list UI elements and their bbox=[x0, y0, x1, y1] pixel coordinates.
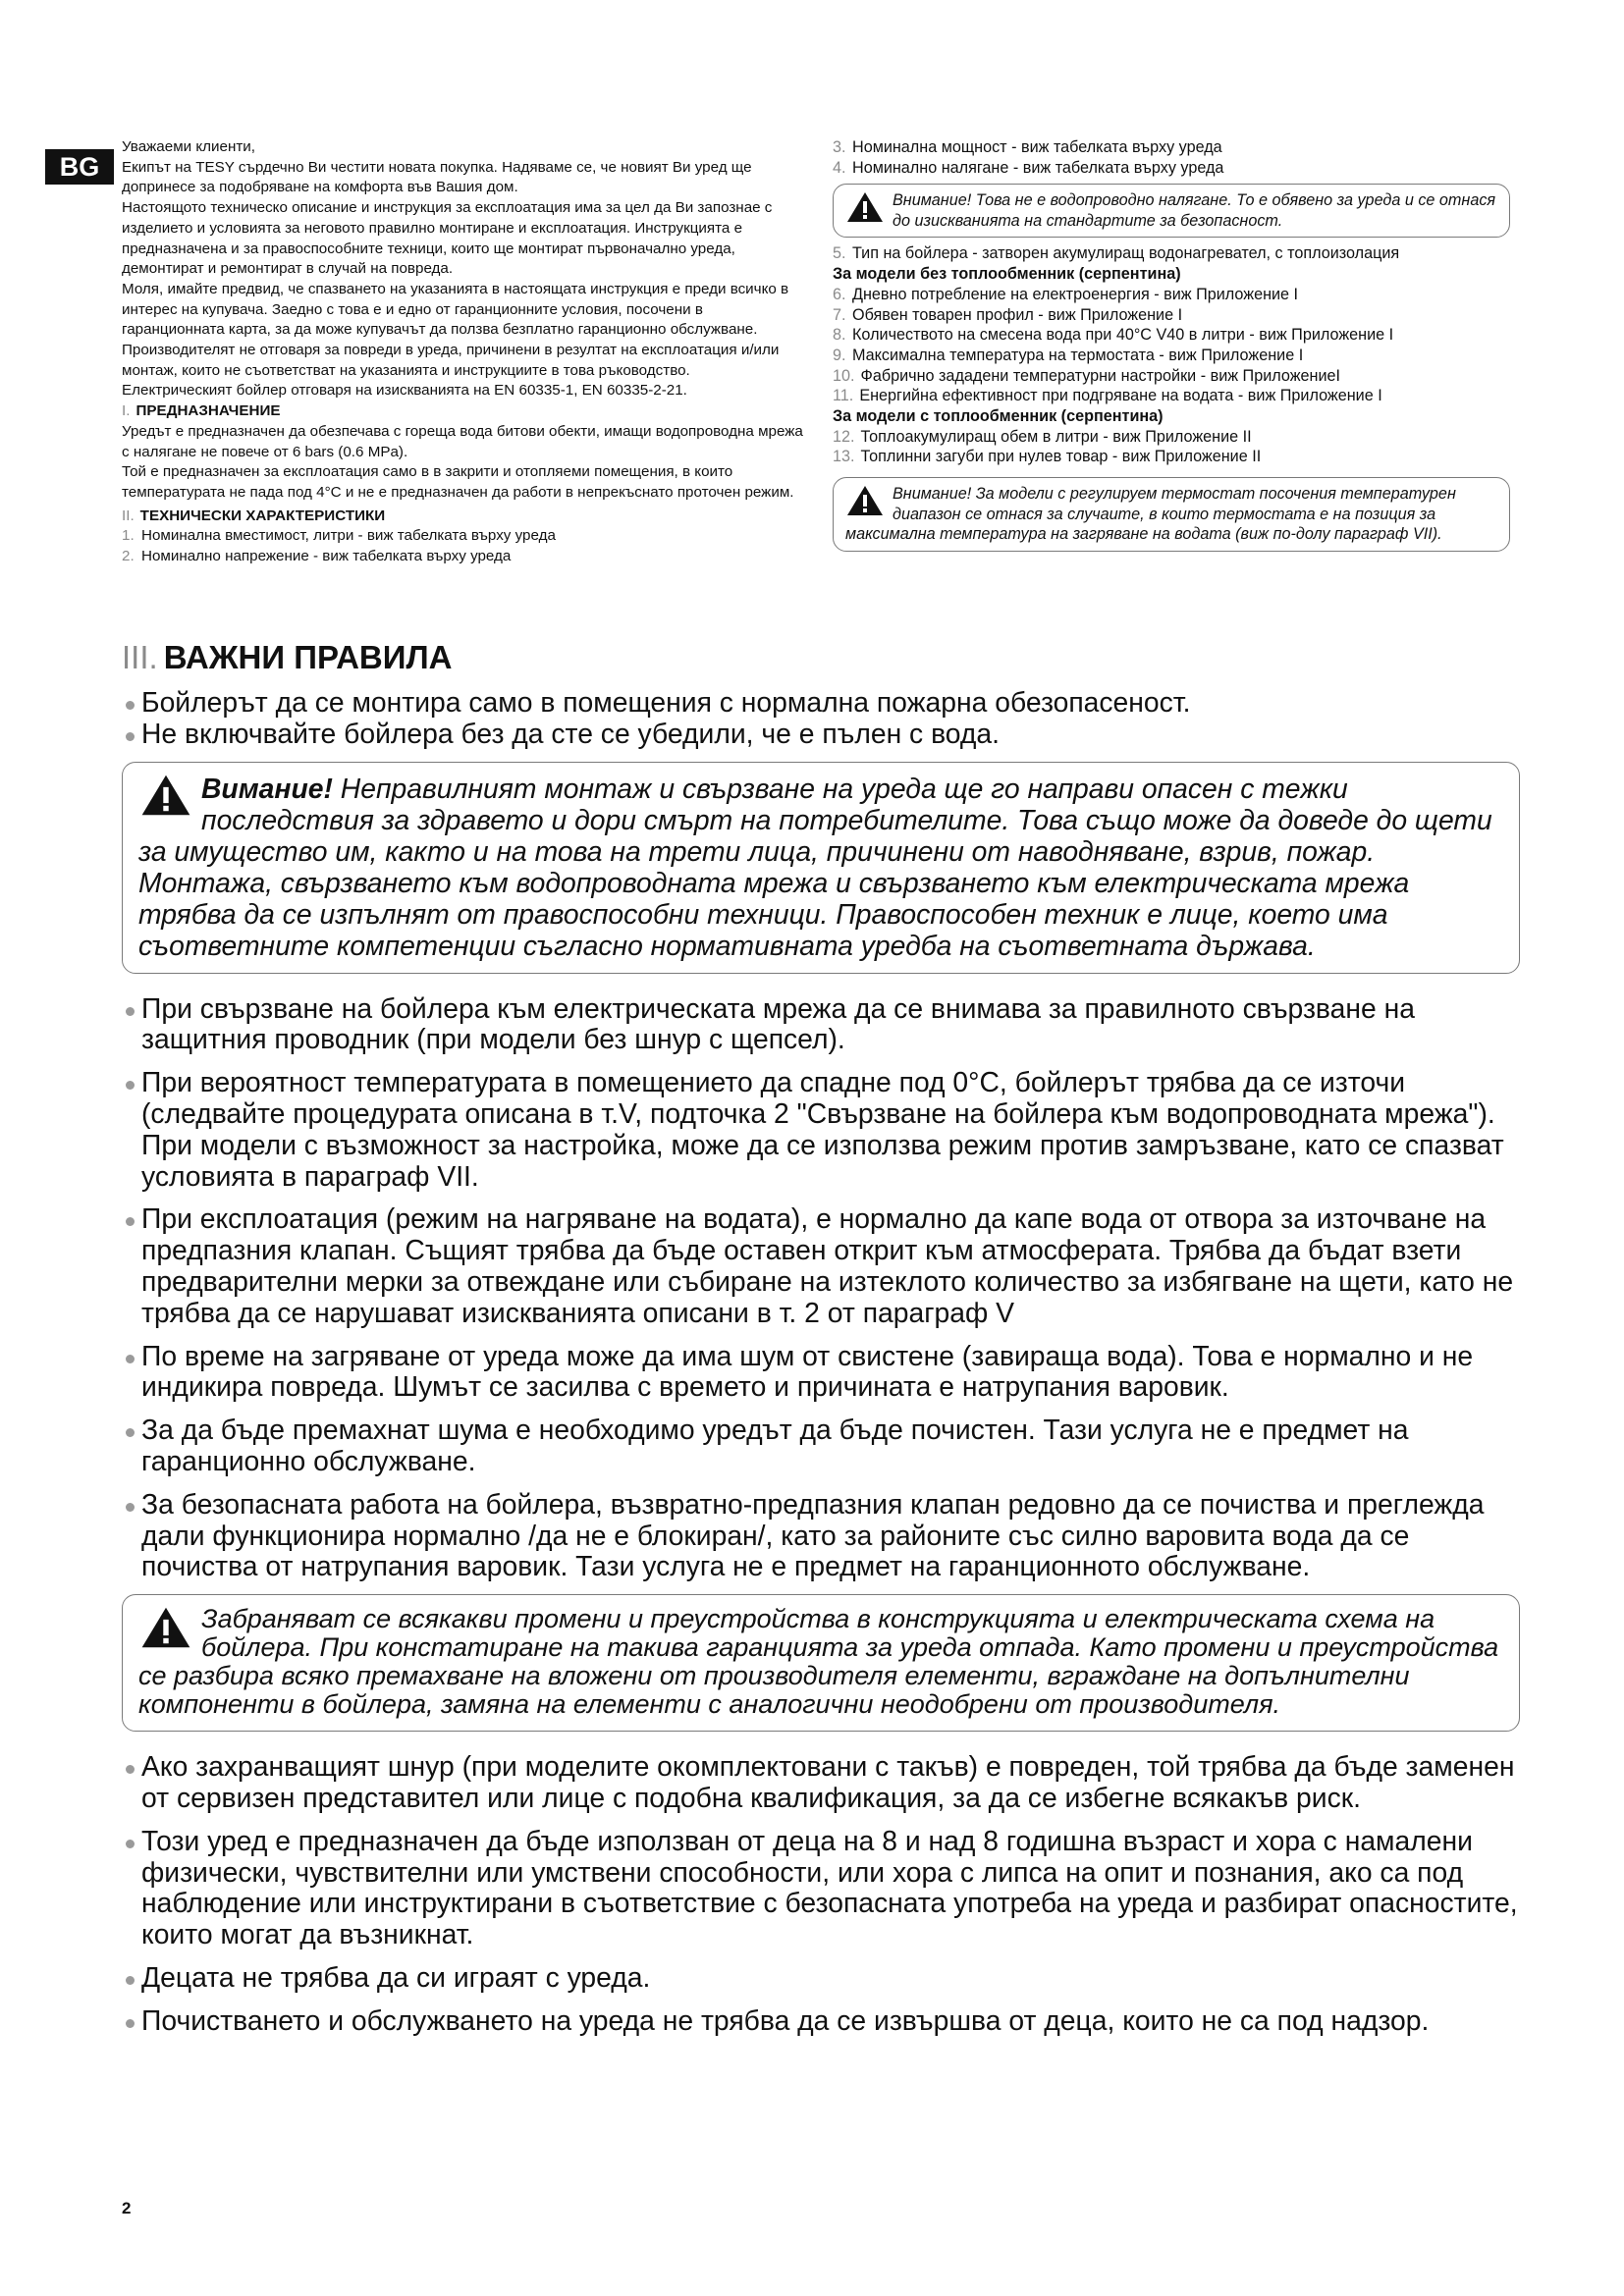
rule-text: При експлоатация (режим на нагряване на водата), е нормално да капе вода от отвора за източване на предпазния клапан. Същият трябва да бъде оставен открит към атмосферата. Трябва да бъдат взети предварителни мерки за отвеждане или събиране на изтеклото количество за избягване на щети, като не трябва да се нарушават изискванията описани в т. 2 от параграф V bbox=[141, 1202, 1514, 1328]
left-column bbox=[122, 137, 807, 567]
item-number: 2. bbox=[122, 548, 135, 565]
warning-box-thermostat bbox=[833, 477, 1510, 552]
section-title: ТЕХНИЧЕСКИ ХАРАКТЕРИСТИКИ bbox=[139, 507, 386, 524]
item-text: Номинална мощност - виж табелката върху уреда bbox=[852, 138, 1222, 156]
rule-text: Почистването и обслужването на уреда не трябва да се извършва от деца, които не са под надзор. bbox=[141, 2003, 1430, 2036]
item-text: Номинална вместимост, литри - виж табелката върху уреда bbox=[141, 527, 556, 545]
spec-item bbox=[833, 346, 1520, 366]
section-heading-specs bbox=[122, 507, 807, 527]
spec-item bbox=[833, 305, 1520, 326]
greeting: Уважаеми клиенти, bbox=[122, 138, 255, 155]
rule-text: Децата не трябва да си играят с уреда. bbox=[141, 1960, 651, 1993]
section-number: II. bbox=[122, 507, 135, 524]
bullet-icon bbox=[126, 732, 135, 741]
bullet-icon bbox=[126, 1765, 135, 1774]
right-column bbox=[833, 137, 1520, 558]
item-number: 5. bbox=[833, 244, 846, 263]
section-title: ВАЖНИ ПРАВИЛА bbox=[163, 639, 453, 675]
subheading-without-coil: За модели без топлообменник (серпентина) bbox=[833, 265, 1181, 284]
rule-item bbox=[122, 719, 1520, 750]
rule-text: Този уред е предназначен да бъде използван от деца на 8 и над 8 годишна възраст и хора с намалени физически, чувствителни или умствени способности, или хора с липса на опит и познания, ако са под наблюдение или инструктирани в съответствие с безопасната употреба на уреда и разбират опасностите, които могат да възникнат. bbox=[141, 1824, 1518, 1950]
rule-item bbox=[122, 993, 1520, 1056]
item-number: 12. bbox=[833, 427, 855, 446]
spec-item bbox=[833, 386, 1520, 406]
item-text: Топлинни загуби при нулев товар - виж Приложение II bbox=[860, 448, 1262, 466]
item-text: Тип на бойлера - затворен акумулиращ водонагревател, с топлоизолация bbox=[852, 244, 1400, 263]
spec-item bbox=[122, 547, 807, 567]
item-number: 10. bbox=[833, 366, 855, 385]
spec-item bbox=[833, 447, 1520, 467]
item-number: 13. bbox=[833, 448, 855, 466]
warning-icon bbox=[845, 484, 885, 517]
item-number: 1. bbox=[122, 527, 135, 545]
purpose-paragraph: Уредът е предназначен да обезпечава с гореща вода битови обекти, имащи водопроводна мрежа с налягане не повече от 6 bars (0.6 MPa). bbox=[122, 422, 803, 460]
item-number: 7. bbox=[833, 305, 846, 324]
item-text: Топлоакумулиращ обем в литри - виж Приложение II bbox=[860, 427, 1252, 446]
rule-text: Не включвайте бойлера без да сте се убедили, че е пълен с вода. bbox=[141, 717, 1001, 749]
warning-text: Неправилният монтаж и свързване на уреда ще го направи опасен с тежки последствия за здравето и дори смърт на потребителите. Това също може да доведе до щети за имущество им, както и на това на трети лица, причинени от наводняване, взрив, пожар. Монтажа, свързването към водопроводната мрежа и свързването към електрическата мрежа трябва да се изпълнят от правоспособни техници. Правоспособен техник е лице, което има съответните компетенции съгласно нормативната уредба на съответната държава. bbox=[138, 772, 1492, 961]
rule-item bbox=[122, 1826, 1520, 1950]
spec-item bbox=[833, 285, 1520, 305]
warning-box-modifications bbox=[122, 1594, 1520, 1732]
rule-text: За да бъде премахнат шума е необходимо уредът да бъде почистен. Тази услуга не е предмет на гаранционно обслужване. bbox=[141, 1414, 1409, 1476]
rule-text: За безопасната работа на бойлера, възвратно-предпазния клапан редовно да се почиства и преглежда дали функционира нормално /да не е блокиран/, като за районите със силно варовита вода да се почиства от натрупания варовик. Тази услуга не е предмет на гаранционното обслужване. bbox=[141, 1487, 1485, 1582]
rule-item bbox=[122, 2005, 1520, 2037]
item-number: 11. bbox=[833, 387, 854, 405]
warning-icon bbox=[138, 773, 193, 818]
rule-item bbox=[122, 1067, 1520, 1192]
spec-item bbox=[833, 366, 1520, 387]
item-text: Обявен товарен профил - виж Приложение I bbox=[852, 305, 1183, 324]
bullet-icon bbox=[126, 1081, 135, 1090]
bullet-icon bbox=[126, 2019, 135, 2028]
spec-item bbox=[833, 158, 1520, 179]
warning-text: Внимание! За модели с регулируем термостат посочения температурен диапазон се отнася за случаите, в които термостата е на позиция за максимална температура на загряване на водата (виж по-долу параграф VII). bbox=[845, 485, 1456, 544]
item-number: 9. bbox=[833, 346, 846, 364]
warning-box-pressure bbox=[833, 184, 1510, 238]
spec-item bbox=[122, 526, 807, 547]
rule-text: По време на загряване от уреда може да има шум от свистене (завираща вода). Това е нормално и не индикира повреда. Шумът се засилва с времето и причината е натрупания варовик. bbox=[141, 1339, 1474, 1403]
section-heading-rules bbox=[122, 640, 452, 675]
rules-body bbox=[122, 687, 1520, 2049]
rule-text: При вероятност температурата в помещението да спадне под 0°C, бойлерът трябва да се източи (следвайте процедурата описана в т.V, подточка 2 "Свързване на бойлера към водопроводната мрежа"). При модели с възможност за настройка, може да се използва режим против замръзване, като се спазват условията в параграф VII. bbox=[141, 1066, 1504, 1192]
rule-item bbox=[122, 1341, 1520, 1404]
section-title: ПРЕДНАЗНАЧЕНИЕ bbox=[135, 402, 281, 420]
warning-icon bbox=[138, 1605, 193, 1650]
item-number: 8. bbox=[833, 326, 846, 345]
item-number: 6. bbox=[833, 285, 846, 303]
bullet-icon bbox=[126, 1503, 135, 1512]
intro-paragraph: Екипът на TESY сърдечно Ви честити новата покупка. Надяваме се, че новият Ви уред ще допринесе за подобряване на комфорта във Вашия дом. bbox=[122, 158, 752, 196]
bullet-icon bbox=[126, 701, 135, 710]
bullet-icon bbox=[126, 1355, 135, 1363]
rule-item bbox=[122, 1751, 1520, 1814]
page-number: 2 bbox=[122, 2199, 132, 2217]
item-number: 3. bbox=[833, 138, 846, 156]
subheading-with-coil: За модели с топлообменник (серпентина) bbox=[833, 407, 1164, 426]
item-text: Номинално напрежение - виж табелката върху уреда bbox=[141, 548, 512, 565]
item-text: Количеството на смесена вода при 40°C V40 в литри - виж Приложение I bbox=[852, 326, 1394, 345]
bullet-icon bbox=[126, 1007, 135, 1016]
standards-note: Електрическият бойлер отговаря на изискванията на EN 60335-1, EN 60335-2-21. bbox=[122, 382, 687, 400]
warning-icon bbox=[845, 190, 885, 224]
bullet-icon bbox=[126, 1217, 135, 1226]
rule-item bbox=[122, 1203, 1520, 1328]
intro-paragraph: Настоящото техническо описание и инструкция за експлоатация има за цел да Ви запознае с изделието и условията за неговото правилно монтиране и експлоатация. Инструкцията е предназначена и за правоспособните техници, които ще монтират първоначално уреда, демонтират и ремонтират в случай на повреда. bbox=[122, 199, 773, 278]
section-number: III. bbox=[122, 639, 158, 675]
item-number: 4. bbox=[833, 158, 846, 177]
item-text: Номинално налягане - виж табелката върху уреда bbox=[852, 158, 1224, 177]
bullet-icon bbox=[126, 1976, 135, 1985]
rule-text: Ако захранващият шнур (при моделите окомплектовани с такъв) е повреден, той трябва да бъде заменен от сервизен представител или лице с подобна квалификация, за да се избегне всякакъв риск. bbox=[141, 1750, 1515, 1813]
spec-item bbox=[833, 137, 1520, 158]
spec-item bbox=[833, 325, 1520, 346]
bullet-icon bbox=[126, 1428, 135, 1437]
item-text: Фабрично зададени температурни настройки - виж ПриложениеI bbox=[860, 366, 1341, 385]
rule-item bbox=[122, 1962, 1520, 1994]
spec-item bbox=[833, 427, 1520, 448]
section-heading-purpose bbox=[122, 401, 807, 422]
language-badge: BG bbox=[45, 149, 114, 185]
warning-label: Вимание! bbox=[201, 772, 333, 804]
bullet-icon bbox=[126, 1840, 135, 1848]
warning-text: Забраняват се всякакви промени и преустройства в конструкцията и електрическата схема на бойлера. При констатиране на такива гаранцията за уреда отпада. Като промени и преустройства се разбира всяко премахване на вложени от производителя елементи, вграждане на допълнителни компоненти в бойлера, замяна на елементи с аналогични неодобрени от производителя. bbox=[138, 1604, 1499, 1720]
item-text: Дневно потребление на електроенергия - виж Приложение I bbox=[852, 285, 1299, 303]
item-text: Максимална температура на термостата - виж Приложение I bbox=[852, 346, 1304, 364]
item-text: Енергийна ефективност при подгряване на водата - виж Приложение I bbox=[859, 387, 1382, 405]
section-number: I. bbox=[122, 402, 131, 420]
purpose-paragraph: Той е предназначен за експлоатация само в в закрити и отопляеми помещения, в които температурата не пада под 4°C и не е предназначен да работи в непрекъснато проточен режим. bbox=[122, 463, 794, 501]
rule-text: При свързване на бойлера към електрическата мрежа да се внимава за правилното свързване на защитния проводник (при модели без шнур с щепсел). bbox=[141, 991, 1415, 1055]
warning-box-installation bbox=[122, 762, 1520, 974]
warning-text: Внимание! Това не е водопроводно налягане. То е обявено за уреда и се отнася до изискванията на стандартите за безопасност. bbox=[893, 191, 1496, 230]
spec-item bbox=[833, 243, 1520, 264]
rule-item bbox=[122, 687, 1520, 719]
intro-paragraph: Моля, имайте предвид, че спазването на указанията в настоящата инструкция е преди всичко в интерес на купувача. Заедно с това е и едно от гаранционните условия, посочени в гаранционната карта, за да може купувачът да ползва безплатно гаранционно обслужване. Производителят не отговаря за повреди в уреда, причинени в резултат на експлоатация и/или монтаж, които не съответстват на указанията и инструкциите в това ръководство. bbox=[122, 280, 789, 379]
rule-item bbox=[122, 1489, 1520, 1582]
rule-item bbox=[122, 1415, 1520, 1477]
rule-text: Бойлерът да се монтира само в помещения с нормална пожарна обезопасеност. bbox=[141, 686, 1191, 718]
